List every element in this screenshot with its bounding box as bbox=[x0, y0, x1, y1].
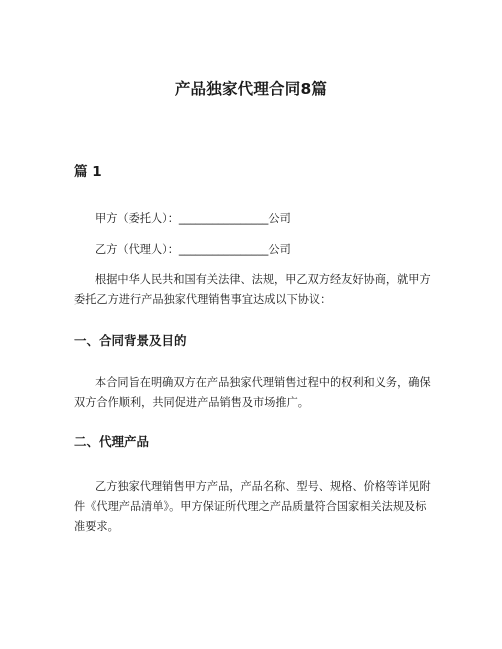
clause-heading: 一、合同背景及目的 bbox=[74, 333, 187, 348]
party-a-line: 甲方（委托人）：________________公司 bbox=[95, 212, 291, 225]
document-title: 产品独家代理合同8篇 bbox=[174, 80, 328, 98]
intro-paragraph: 根据中华人民共和国有关法律、法规，甲乙双方经友好协商，就甲方委托乙方进行产品独家代理销售事宜达成以下协议： bbox=[74, 273, 431, 306]
party-b-line: 乙方（代理人）：________________公司 bbox=[95, 243, 291, 256]
clause-heading: 二、代理产品 bbox=[74, 434, 150, 449]
clause-paragraph: 乙方独家代理销售甲方产品，产品名称、型号、规格、价格等详见附件《代理产品清单》。甲方保证所代理之产品质量符合国家相关法规及标准要求。 bbox=[74, 480, 431, 533]
clause-paragraph: 本合同旨在明确双方在产品独家代理销售过程中的权利和义务，确保双方合作顺利，共同促进产品销售及市场推广。 bbox=[74, 376, 431, 409]
section-title: 篇 1 bbox=[74, 164, 102, 180]
